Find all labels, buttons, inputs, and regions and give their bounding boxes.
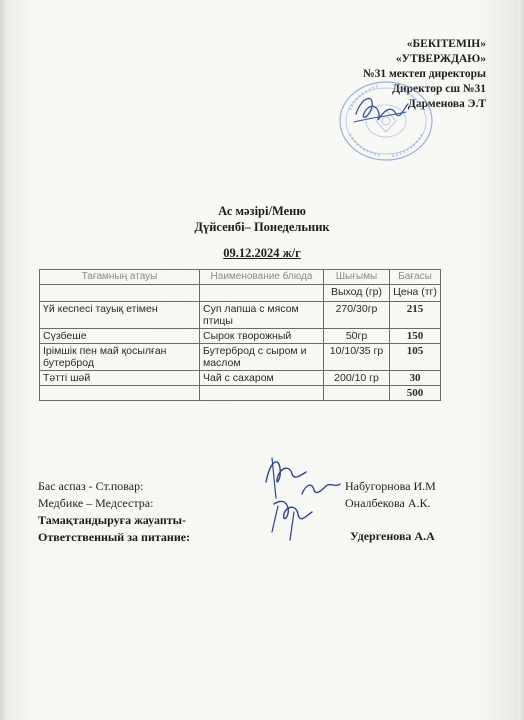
roles-block	[38, 478, 190, 546]
paper-edge-left	[0, 0, 8, 720]
subheader-cell	[40, 285, 200, 302]
menu-title: Ас мәзірі/Меню	[218, 204, 306, 218]
dish-price: 215	[390, 302, 441, 329]
approval-line-1: «БЕКІТЕМІН»	[406, 38, 486, 50]
role-nurse: Медбике – Медсестра:	[38, 496, 154, 510]
approval-line-4: Директор сш №31	[392, 83, 486, 95]
dish-price: 105	[390, 344, 441, 371]
approval-line-2: «УТВЕРЖДАЮ»	[395, 53, 486, 65]
empty-cell	[200, 386, 324, 401]
paper-edge-right	[518, 0, 524, 720]
role-responsible-ru: Ответственный за питание:	[38, 530, 191, 544]
total-price: 500	[390, 386, 441, 401]
table-row	[40, 302, 441, 329]
header-cell: Тағамның атауы	[40, 270, 200, 285]
table-row	[40, 344, 441, 371]
dish-price: 150	[390, 329, 441, 344]
empty-cell	[40, 386, 200, 401]
table-total-row	[40, 386, 441, 401]
empty-cell	[324, 386, 390, 401]
menu-date: 09.12.2024 ж/г	[223, 246, 301, 260]
subheader-cell	[200, 285, 324, 302]
subheader-cell: Выход (гр)	[324, 285, 390, 302]
staff-signatures-icon	[256, 454, 352, 544]
header-cell: Наименование блюда	[200, 270, 324, 285]
role-responsible-kz: Тамақтандыруға жауапты-	[38, 513, 187, 527]
header-cell: Бағасы	[390, 270, 441, 285]
dish-yield: 200/10 гр	[324, 371, 390, 386]
dish-name-kz: Ірімшік пен май қосылған бутерброд	[40, 344, 200, 371]
table-row	[40, 329, 441, 344]
menu-table	[39, 269, 441, 401]
approval-line-3: №31 мектеп директоры	[363, 68, 486, 80]
table-header-row	[40, 270, 441, 285]
role-chef: Бас аспаз - Ст.повар:	[38, 479, 144, 493]
name-nurse: Оналбекова А.К.	[345, 496, 431, 510]
names-block	[345, 478, 436, 512]
dish-name-ru: Суп лапша с мясом птицы	[200, 302, 324, 329]
subheader-cell: Цена (тг)	[390, 285, 441, 302]
dish-name-kz: Үй кеспесі тауық етімен	[40, 302, 200, 329]
table-row	[40, 371, 441, 386]
menu-day: Дүйсенбі– Понедельник	[194, 220, 330, 234]
dish-yield: 270/30гр	[324, 302, 390, 329]
dish-yield: 50гр	[324, 329, 390, 344]
dish-price: 30	[390, 371, 441, 386]
header-cell: Шығымы	[324, 270, 390, 285]
name-responsible: Удергенова А.А	[350, 529, 435, 543]
approval-line-5: Дарменова Э.Т	[407, 98, 486, 110]
dish-name-ru: Сырок творожный	[200, 329, 324, 344]
dish-name-ru: Чай с сахаром	[200, 371, 324, 386]
dish-name-kz: Тәтті шәй	[40, 371, 200, 386]
dish-name-ru: Бутерброд с сыром и маслом	[200, 344, 324, 371]
table-subheader-row	[40, 285, 441, 302]
name-chef: Набугорнова И.М	[345, 479, 436, 493]
dish-name-kz: Сүзбеше	[40, 329, 200, 344]
dish-yield: 10/10/35 гр	[324, 344, 390, 371]
director-signature-icon	[352, 92, 410, 128]
